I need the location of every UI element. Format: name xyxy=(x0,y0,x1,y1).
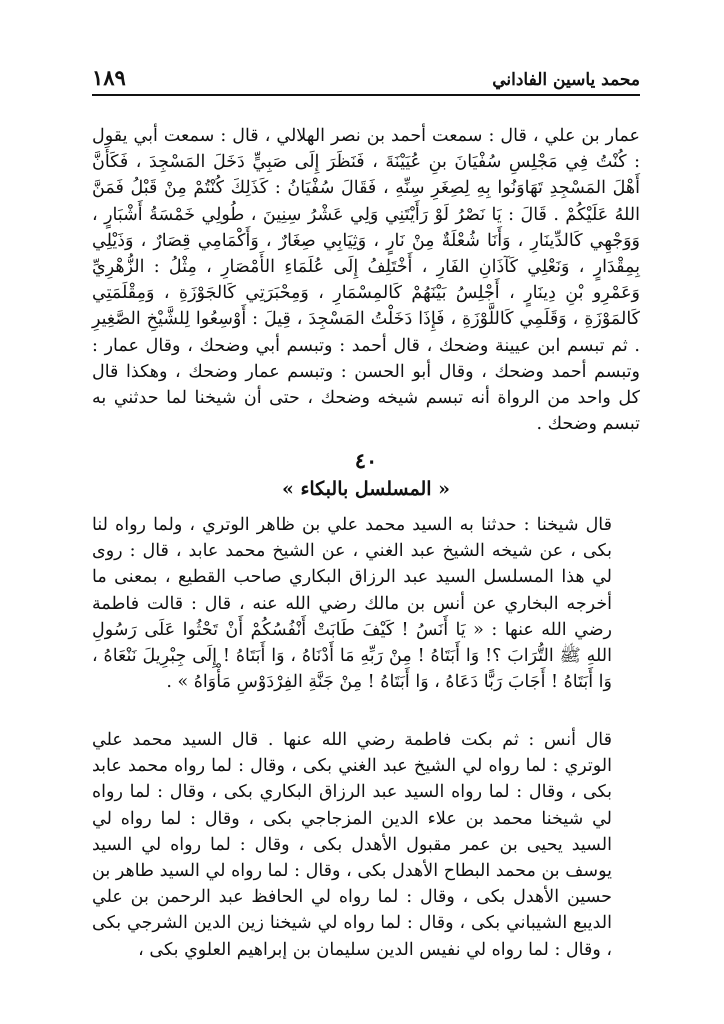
running-title: محمد ياسين الفاداني xyxy=(492,70,640,90)
paragraph: عمار بن علي ، قال : سمعت أحمد بن نصر الهلالي ، قال : سمعت أبي يقول : كُنْتُ فِي مَجْلِسِ سُفْيَانَ بنِ عُيَيْنَةَ ، فَنَظَرَ إِلَى صَبِيٍّ دَخَلَ المَسْجِدَ ، فَكَأَنَّ أَهْلَ المَسْجِدِ تَهَاوَنُوا بِهِ لِصِغَرِ سِنِّهِ ، فَقَالَ سُفْيَانُ : كَذَلِكَ كُنْتُمْ مِنْ قَبْلُ فَمَنَّ اللهُ عَلَيْكُمْ . قَالَ : يَا نَصْرُ لَوْ رَأَيْتَنِي وَلِي عَشْرُ سِنِينَ ، طُولِي خَمْسَةُ أَشْبَارٍ ، وَوَجْهِي كَالدِّينَارِ ، وَأَنَا شُعْلَةٌ مِنْ نَارٍ ، وَثِيَابِي صِغَارٌ ، وَأَكْمَامِي قِصَارٌ ، وَذَيْلِي بِمِقْدَارٍ ، وَنَعْلِي كَآذَانِ الفَارِ ، أَخْتَلِفُ إِلَى عُلَمَاءِ الأَمْصَارِ ، مِثْلُ : الزُّهْرِيِّ وَعَمْرِو بْنِ دِينَارٍ ، أَجْلِسُ بَيْنَهُمْ كَالمِسْمَارِ ، وَمِحْبَرَتِي كَالجَوْزَةِ ، وَمِقْلَمَتِي كَالمَوْزَةِ ، وَقَلَمِي كَاللَّوْزَةِ ، فَإِذَا دَخَلْتُ المَسْجِدَ ، قِيلَ : أَوْسِعُوا لِلشَّيْخِ الصَّغِيرِ . ثم تبسم ابن عيينة وضحك ، قال أحمد : وتبسم أبي وضحك ، وقال عمار : وتبسم أحمد وضحك ، وقال أبو الحسن : وتبسم عمار وضحك ، وهكذا قال كل واحد من الرواة أنه تبسم شيخه وضحك ، حتى أن شيخنا لما حدثني به تبسم وضحك . xyxy=(92,126,640,435)
section-number: ٤٠ xyxy=(354,448,378,473)
section-text-1 xyxy=(92,512,640,695)
page-number: ١٨٩ xyxy=(92,65,126,90)
section-text-2 xyxy=(92,727,640,963)
page-header xyxy=(92,58,640,96)
intro-text xyxy=(92,123,640,437)
section-title: « المسلسل بالبكاء » xyxy=(281,478,451,500)
paragraph: قال شيخنا : حدثنا به السيد محمد علي بن ظاهر الوتري ، ولما رواه لنا بكى ، عن شيخه الشيخ عبد الغني ، عن الشيخ محمد عابد ، قال : روى لي هذا المسلسل السيد عبد الرزاق البكاري صاحب القطيع ، بمعنى ما أخرجه البخاري عن أنس بن مالك رضي الله عنه ، قال : قالت فاطمة رضي الله عنها : « يَا أَنَسُ ! كَيْفَ طَابَتْ أَنْفُسُكُمْ أَنْ تَحْثُوا عَلَى رَسُولِ اللهِ ﷺ التُّرَابَ ؟! وَا أَبَتَاهُ ! مِنْ رَبِّهِ مَا أَدْنَاهُ ، وَا أَبَتَاهُ ! إِلَى جِبْرِيلَ نَنْعَاهُ ، وَا أَبَتَاهُ ! أَجَابَ رَبًّا دَعَاهُ ، وَا أَبَتَاهُ ! مِنْ جَنَّةِ الفِرْدَوْسِ مَأْوَاهُ » . xyxy=(92,515,612,693)
paragraph: قال أنس : ثم بكت فاطمة رضي الله عنها . قال السيد محمد علي الوتري : لما رواه لي الشيخ عبد الغني بكى ، وقال : لما رواه محمد عابد بكى ، وقال : لما رواه السيد عبد الرزاق البكاري بكى ، وقال : لما رواه لي شيخنا محمد بن علاء الدين المزجاجي بكى ، وقال : لما رواه لي السيد يحيى بن عمر مقبول الأهدل بكى ، وقال : لما رواه لي السيد يوسف بن محمد البطاح الأهدل بكى ، وقال : لما رواه لي السيد طاهر بن حسين الأهدل بكى ، وقال : لما رواه لي الحافظ عبد الرحمن بن علي الديبع الشيباني بكى ، وقال : لما رواه لي شيخنا زين الدين الشرجي بكى ، وقال : لما رواه لي نفيس الدين سليمان بن إبراهيم العلوي بكى ، xyxy=(92,730,612,960)
